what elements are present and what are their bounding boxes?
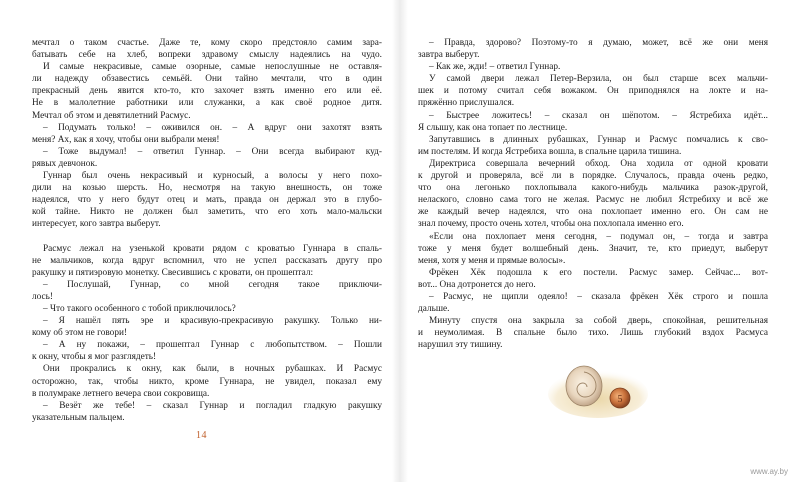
left-paragraph-4 — [32, 170, 382, 230]
text-line: вот... Она дотронется до него. — [418, 279, 536, 290]
text-line: – Послушай, Гуннар, со мной сегодня такое приключи- — [43, 279, 382, 290]
text-line: Я слышу, как она топает по лестнице. — [418, 122, 568, 133]
text-line: не мальчиков, когда вдруг вспомнил, что не успел рассказать другу про — [32, 255, 382, 266]
text-line: же каждый вечер надеялся, что она похлопает именно его. Он сам не — [418, 207, 768, 218]
text-line: – Что такого особенного с тобой приключилось? — [43, 303, 236, 314]
text-line: У самой двери лежал Петер-Верзила, он был старше всех мальчи- — [429, 74, 768, 85]
right-paragraph-3 — [418, 73, 768, 109]
right-page-text — [418, 37, 768, 351]
text-line: – Быстрее ложитесь! – сказал он шёпотом. – Ястребиха идёт... — [429, 110, 768, 121]
coin-text: 5 — [617, 394, 623, 405]
text-line: – Как же, жди! – ответил Гуннар. — [429, 62, 561, 73]
right-paragraph-10 — [418, 315, 768, 351]
text-line: ракушку и пятиэровую монетку. Свесившись с кровати, он прошептал: — [32, 267, 314, 278]
watermark: www.ay.by — [750, 467, 788, 476]
text-line: завтра выберут. — [418, 50, 480, 61]
right-paragraph-7 — [418, 231, 768, 267]
text-line: надеялся, что у него будут отец и мать, правда он держал это в глубо- — [32, 195, 382, 206]
right-paragraph-1 — [418, 37, 768, 61]
left-paragraph-9 — [32, 339, 382, 363]
text-line: – Везёт же тебе! – сказал Гуннар и погладил гладкую ракушку — [43, 400, 382, 411]
seashell — [566, 366, 602, 406]
right-paragraph-6 — [418, 158, 768, 231]
right-paragraph-4 — [418, 110, 768, 134]
text-line: и неумолимая. В спальне было тихо. Лишь глубокий вздох Расмуса — [418, 328, 768, 339]
left-paragraph-11 — [32, 400, 382, 424]
text-line: Фрёкен Хёк подошла к его постели. Расмус замер. Сейчас... вот- — [429, 267, 768, 278]
left-paragraph-10 — [32, 363, 382, 399]
section-gap — [32, 231, 382, 243]
text-line: осторожно, так, чтобы никто, кроме Гуннара, не увидел, показал ему — [32, 376, 382, 387]
text-line: рявых девчонок. — [32, 158, 98, 169]
text-line: к другой и проверяла, всё ли в порядке. Случалось, правда очень редко, — [418, 171, 768, 182]
text-line: – Подумать только! – оживился он. – А вдруг они захотят взять — [43, 122, 382, 133]
text-line: – Тоже выдумал! – ответил Гуннар. – Они всегда выбирают куд- — [43, 146, 382, 157]
right-paragraph-9 — [418, 291, 768, 315]
right-paragraph-8 — [418, 267, 768, 291]
text-line: дили на козью шерсть. Но, несмотря на такую внешность, он тоже — [32, 183, 382, 194]
text-line: им постелям. И когда Ястребиха вошла, в спальне царила тишина. — [418, 146, 682, 157]
page-number: 14 — [196, 430, 207, 441]
text-line: Они прокрались к окну, как были, в ночных рубашках. И Расмус — [43, 364, 382, 375]
text-line: – А ну покажи, – прошептал Гуннар с любопытством. – Пошли — [43, 340, 382, 351]
text-line: к окну, чтобы я мог разглядеть! — [32, 352, 157, 363]
seashell-and-coin-icon — [548, 356, 648, 420]
text-line: указательным пальцем. — [32, 412, 125, 423]
text-line: мечтал о таком счастье. Даже те, кому скоро предстояло самим зара- — [32, 38, 382, 48]
left-paragraph-2 — [32, 122, 382, 146]
text-line: знал почему, просто очень хотел, чтобы она похлопала именно его. — [418, 219, 684, 230]
text-line: Директриса совершала вечерний обход. Она ходила от одной кровати — [429, 158, 768, 169]
text-line: – Расмус, не щипли одеяло! – сказала фрёкен Хёк строго и пошла — [429, 291, 768, 302]
left-paragraph-5 — [32, 243, 382, 279]
right-paragraph-5 — [418, 134, 768, 158]
text-line: прекрасный день явится кто-то, кто захочет взять именно его или её. — [32, 86, 382, 97]
text-line: – Я нашёл пять эре и красивую-прекрасивую ракушку. Только ни- — [43, 316, 382, 327]
left-paragraph-8 — [32, 315, 382, 339]
text-line: нарушил эту тишину. — [418, 340, 503, 351]
text-line: нелаского, словно сама того не желая. Расмус не любил Ястребиху и всё же — [418, 195, 768, 206]
text-line: Минуту спустя она закрыла за собой дверь, спокойная, решительная — [429, 316, 768, 327]
text-line: что она легонько похлопывала какого-нибудь мальчика разок-другой, — [418, 183, 768, 194]
right-paragraph-2 — [418, 61, 768, 73]
text-line: Гуннар был очень некрасивый и курносый, а волосы у него похо- — [43, 171, 382, 182]
text-line: дальше. — [418, 304, 450, 315]
text-line: Мечтал об этом и девятилетний Расмус. — [32, 110, 191, 121]
text-line: тоже у меня будет волшебный день. Значит, те, кто приедут, выберут — [418, 243, 768, 254]
left-page-text — [32, 37, 382, 424]
text-line: пряжённо прислушался. — [418, 98, 515, 109]
text-line: шек и потому считал себя вожаком. Он приподнялся на локте и на- — [418, 86, 768, 97]
text-line: батывать себе на хлеб, вопреки здравому смыслу надеялись на чудо. — [32, 50, 382, 61]
left-paragraph-7 — [32, 303, 382, 315]
left-paragraph-6 — [32, 279, 382, 303]
text-line: И самые некрасивые, самые озорные, самые непослушные не оставля- — [43, 62, 382, 73]
text-line: Не в малолетние работники или служанки, а как своё родное дитя. — [32, 98, 382, 109]
text-line: меня? Ах, как я хочу, чтобы они выбрали меня! — [32, 134, 220, 145]
text-line: интересует, кого завтра выберут. — [32, 219, 161, 230]
text-line: Запутавшись в длинных рубашках, Гуннар и Расмус помчались к сво- — [429, 134, 768, 145]
text-line: в полумраке летнего вечера свои сокровища. — [32, 388, 210, 399]
text-line: кому об этом не говори! — [32, 328, 128, 339]
left-paragraph-3 — [32, 146, 382, 170]
text-line: кой тайне. Никто не должен был заметить, что его хоть мало-мальски — [32, 207, 382, 218]
text-line: меня, хотя у меня и прямые волосы». — [418, 255, 566, 266]
text-line: – Правда, здорово? Поэтому-то я думаю, может, всё же они меня — [429, 38, 768, 48]
text-line: Расмус лежал на узенькой кровати рядом с кроватью Гуннара в спаль- — [43, 243, 382, 254]
text-line: «Если она похлопает меня сегодня, – подумал он, – тогда и завтра — [429, 231, 768, 242]
seashell-and-coin-illustration — [548, 356, 648, 420]
text-line: лось! — [32, 291, 53, 302]
book-gutter — [392, 0, 408, 482]
left-paragraph-1 — [32, 37, 382, 122]
text-line: ли надежду обзавестись семьёй. Они тайно мечтали, что в один — [32, 74, 382, 85]
